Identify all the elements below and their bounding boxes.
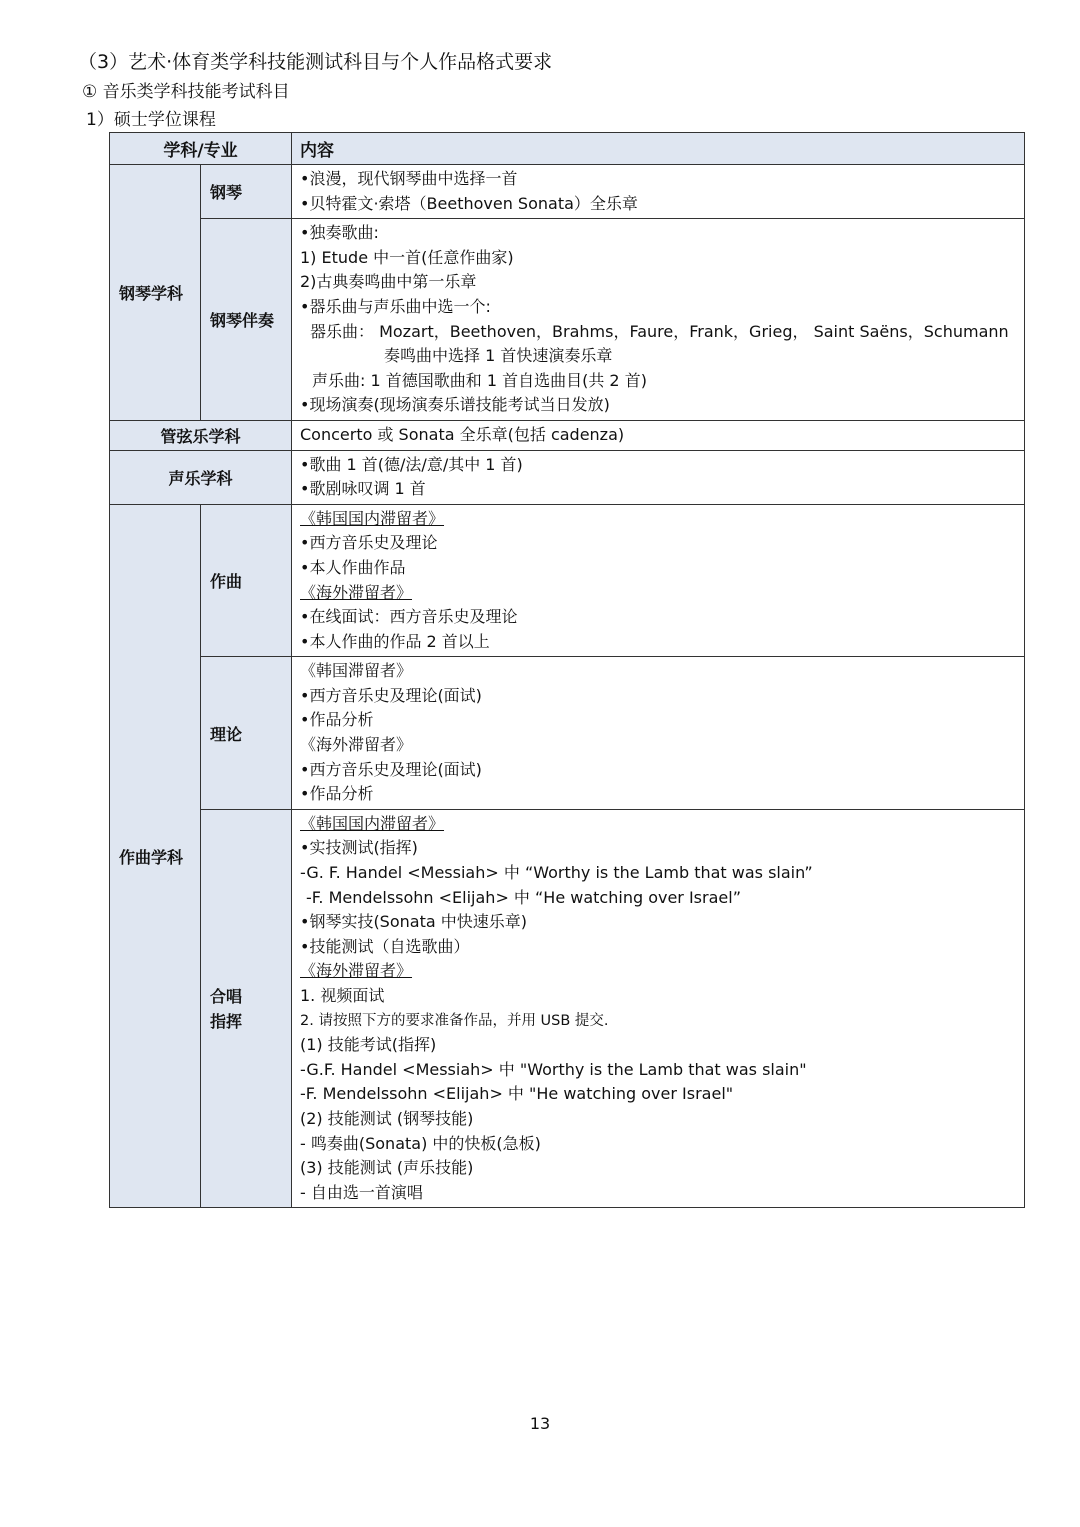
content-line: •本人作曲作品 (300, 557, 406, 577)
content-line: -G.F. Handel <Messiah> 中 "Worthy is the Lamb that was slain" (300, 1059, 807, 1079)
content-line: •现场演奏(现场演奏乐谱技能考试当日发放) (300, 395, 610, 415)
content-line: Concerto 或 Sonata 全乐章(包括 cadenza) (300, 424, 625, 444)
major-label-line: 合唱 (210, 986, 243, 1006)
content-piano (292, 165, 1025, 219)
content-piano-accompaniment (292, 219, 1025, 421)
content-line: •歌剧咏叹调 1 首 (300, 479, 426, 499)
content-line: 《海外滞留者》 (300, 735, 413, 755)
content-line: 声乐曲: 1 首德国歌曲和 1 首自选曲目(共 2 首) (312, 370, 647, 390)
content-choral-conducting (292, 809, 1025, 1208)
content-line: 器乐曲： Mozart，Beethoven，Brahms，Faure，Frank，Grieg， Saint Saëns，Schumann (310, 321, 1009, 341)
content-line-underlined: 《海外滞留者》 (300, 961, 413, 981)
table-row-theory (110, 657, 1025, 810)
content-line: 《韩国滞留者》 (300, 661, 413, 681)
content-line-underlined: 《韩国国内滞留者》 (300, 508, 445, 528)
major-label-line: 指挥 (210, 1011, 243, 1031)
major-choral-conducting (201, 809, 292, 1208)
subsection-heading: ① 音乐类学科技能考试科目 (82, 82, 290, 102)
group-piano: 钢琴学科 (110, 165, 201, 421)
content-line: -F. Mendelssohn <Elijah> 中 “He watching over Israel” (306, 887, 741, 907)
section-heading: （3）艺术·体育类学科技能测试科目与个人作品格式要求 (78, 51, 553, 73)
group-composition: 作曲学科 (110, 504, 201, 1208)
table-row-choral-conducting (110, 809, 1025, 1208)
content-line: •独奏歌曲: (300, 223, 379, 243)
content-line: 2)古典奏鸣曲中第一乐章 (300, 272, 477, 292)
content-line: •歌曲 1 首(德/法/意/其中 1 首) (300, 454, 523, 474)
content-line: •西方音乐史及理论(面试) (300, 759, 482, 779)
major-piano: 钢琴 (201, 165, 292, 219)
content-line: 奏鸣曲中选择 1 首快速演奏乐章 (384, 346, 613, 366)
group-winds: 管弦乐学科 (110, 420, 292, 450)
content-composition (292, 504, 1025, 657)
content-line: 1. 视频面试 (300, 986, 385, 1005)
table-row-piano-accompaniment (110, 219, 1025, 421)
table-header-row (110, 133, 1025, 165)
content-line: •器乐曲与声乐曲中选一个: (300, 296, 491, 316)
content-line: - 鸣奏曲(Sonata) 中的快板(急板) (300, 1133, 541, 1153)
content-line: •钢琴实技(Sonata 中快速乐章) (300, 912, 527, 932)
content-line: (3) 技能测试 (声乐技能) (300, 1158, 474, 1178)
content-line: •作品分析 (300, 784, 374, 804)
content-line: (2) 技能测试 (钢琴技能) (300, 1108, 474, 1128)
content-line: 1) Etude 中一首(任意作曲家) (300, 247, 514, 267)
major-composition: 作曲 (201, 504, 292, 657)
content-line: -F. Mendelssohn <Elijah> 中 "He watching over Israel" (300, 1084, 734, 1104)
page-number: 13 (529, 1414, 551, 1433)
content-line: •技能测试（自选歌曲） (300, 936, 470, 956)
content-theory (292, 657, 1025, 810)
content-line-underlined: 《海外滞留者》 (300, 582, 413, 602)
content-line: -G. F. Handel <Messiah> 中 “Worthy is the Lamb that was slain” (300, 863, 813, 883)
table-row-piano (110, 165, 1025, 219)
header-subject: 学科/专业 (110, 133, 292, 165)
music-exam-table (109, 132, 1025, 1208)
table-row-composition (110, 504, 1025, 657)
content-vocal (292, 450, 1025, 504)
content-line: (1) 技能考试(指挥) (300, 1035, 437, 1055)
content-line: •实技测试(指挥) (300, 838, 418, 858)
content-line: •浪漫，现代钢琴曲中选择一首 (300, 169, 518, 188)
content-line: •在线面试：西方音乐史及理论 (300, 607, 518, 627)
content-line: •本人作曲的作品 2 首以上 (300, 631, 490, 651)
table-row-vocal (110, 450, 1025, 504)
content-line: - 自由选一首演唱 (300, 1182, 423, 1202)
content-line: •作品分析 (300, 710, 374, 730)
group-vocal: 声乐学科 (110, 450, 292, 504)
course-heading: 1）硕士学位课程 (86, 110, 216, 130)
content-line: 2. 请按照下方的要求准备作品，并用 USB 提交. (300, 1012, 609, 1029)
major-piano-accompaniment: 钢琴伴奏 (201, 219, 292, 421)
content-line: •西方音乐史及理论(面试) (300, 685, 482, 705)
header-content: 内容 (292, 133, 1025, 165)
major-theory: 理论 (201, 657, 292, 810)
content-line: •贝特霍文·索塔（Beethoven Sonata）全乐章 (300, 193, 638, 213)
table-row-winds (110, 420, 1025, 450)
content-line-underlined: 《韩国国内滞留者》 (300, 813, 445, 833)
content-winds (292, 420, 1025, 450)
content-line: •西方音乐史及理论 (300, 533, 438, 553)
